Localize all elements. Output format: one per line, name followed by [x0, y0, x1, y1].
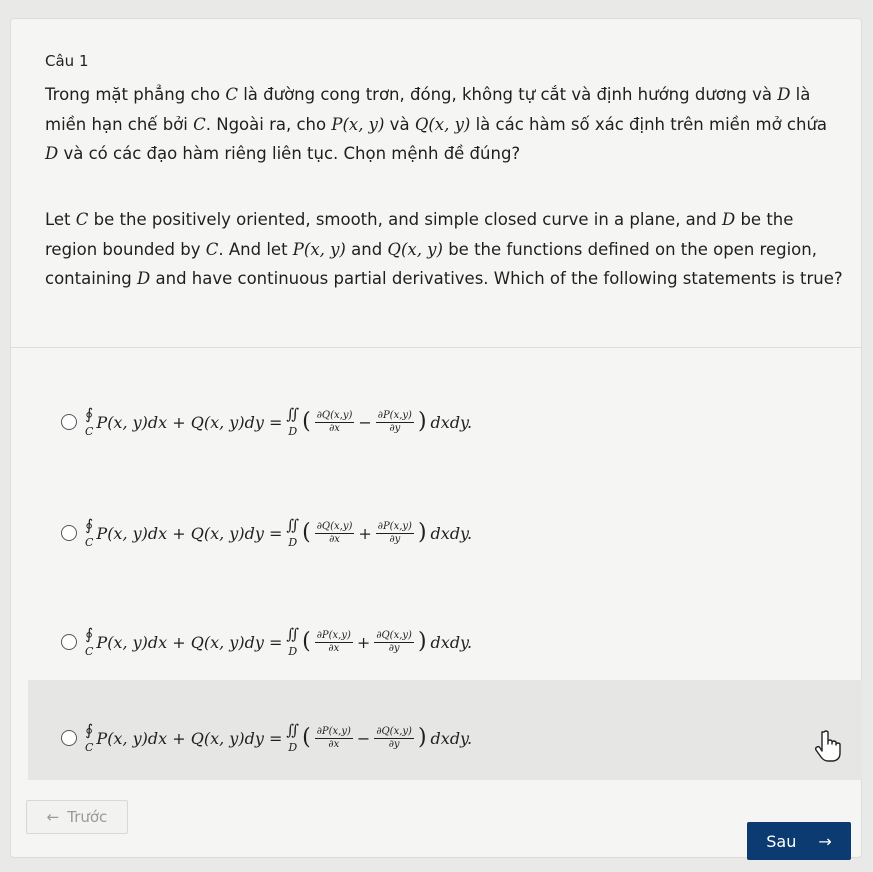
fraction-2: $\frac{\partial Q(x,y)}{\partial y}$	[376, 630, 412, 654]
formula-tail: dxdy.	[430, 523, 473, 543]
option-formula	[85, 407, 472, 437]
contour-integral: ∮ C	[85, 721, 94, 754]
paren-open: (	[302, 725, 311, 750]
formula-lhs: P(x, y)dx + Q(x, y)dy =	[96, 728, 283, 748]
fraction-1: $\frac{\partial Q(x,y)}{\partial x}$	[316, 521, 353, 545]
paren-close: )	[417, 629, 427, 654]
paren-close: )	[417, 520, 427, 545]
paren-close: )	[417, 409, 427, 434]
formula-lhs: P(x, y)dx + Q(x, y)dy =	[96, 632, 283, 652]
operator: +	[358, 523, 372, 543]
question-text-english: Let C be the positively oriented, smooth, and simple closed curve in a plane, and D be the region bounded by C. And let P(x, y) and Q(x, y) be the functions defined on the open region, containing D and have continuous partial derivatives. Which of the following statements is true?	[45, 210, 843, 288]
answer-option-1[interactable]	[45, 387, 845, 457]
radio-button[interactable]	[61, 634, 77, 650]
radio-button[interactable]	[61, 730, 77, 746]
previous-button-label: Trước	[67, 808, 108, 826]
question-text-vietnamese: Trong mặt phẳng cho C là đường cong trơn, đóng, không tự cắt và định hướng dương và D là miền hạn chế bởi C. Ngoài ra, cho P(x, y) và Q(x, y) là các hàm số xác định trên miền mở chứa D và có các đạo hàm riêng liên tục. Chọn mệnh đề đúng?	[45, 85, 828, 163]
double-integral: ∬ D	[286, 405, 300, 438]
fraction-1: $\frac{\partial P(x,y)}{\partial x}$	[316, 726, 351, 750]
paren-close: )	[417, 725, 427, 750]
formula-tail: dxdy.	[430, 412, 473, 432]
arrow-right-icon: →	[818, 831, 832, 851]
option-formula	[85, 627, 472, 657]
next-button[interactable]	[747, 822, 851, 860]
contour-integral: ∮ C	[85, 516, 94, 549]
radio-button[interactable]	[61, 525, 77, 541]
double-integral: ∬ D	[286, 625, 300, 658]
radio-button[interactable]	[61, 414, 77, 430]
operator: −	[358, 412, 372, 432]
operator: −	[356, 728, 371, 748]
formula-lhs: P(x, y)dx + Q(x, y)dy =	[96, 523, 283, 543]
previous-button[interactable]	[26, 800, 128, 834]
next-button-label: Sau	[766, 831, 797, 851]
option-formula	[85, 518, 472, 548]
section-divider	[10, 347, 862, 348]
double-integral: ∬ D	[286, 721, 300, 754]
formula-tail: dxdy.	[430, 632, 473, 652]
paren-open: (	[302, 409, 311, 434]
formula-tail: dxdy.	[430, 728, 473, 748]
hand-pointer-icon	[815, 728, 845, 762]
formula-lhs: P(x, y)dx + Q(x, y)dy =	[96, 412, 283, 432]
fraction-2: $\frac{\partial P(x,y)}{\partial y}$	[377, 521, 412, 545]
paren-open: (	[302, 520, 311, 545]
contour-integral: ∮ C	[85, 625, 94, 658]
operator: +	[356, 632, 371, 652]
answer-option-2[interactable]	[45, 498, 845, 568]
fraction-2: $\frac{\partial Q(x,y)}{\partial y}$	[376, 726, 412, 750]
contour-integral: ∮ C	[85, 405, 94, 438]
option-formula	[85, 723, 472, 753]
question-number: Câu 1	[45, 52, 89, 70]
double-integral: ∬ D	[286, 516, 300, 549]
fraction-1: $\frac{\partial Q(x,y)}{\partial x}$	[316, 410, 353, 434]
fraction-1: $\frac{\partial P(x,y)}{\partial x}$	[316, 630, 351, 654]
fraction-2: $\frac{\partial P(x,y)}{\partial y}$	[377, 410, 412, 434]
arrow-left-icon: ←	[46, 808, 60, 826]
answer-option-3[interactable]	[45, 607, 845, 677]
paren-open: (	[302, 629, 311, 654]
answer-option-4[interactable]	[45, 703, 845, 773]
